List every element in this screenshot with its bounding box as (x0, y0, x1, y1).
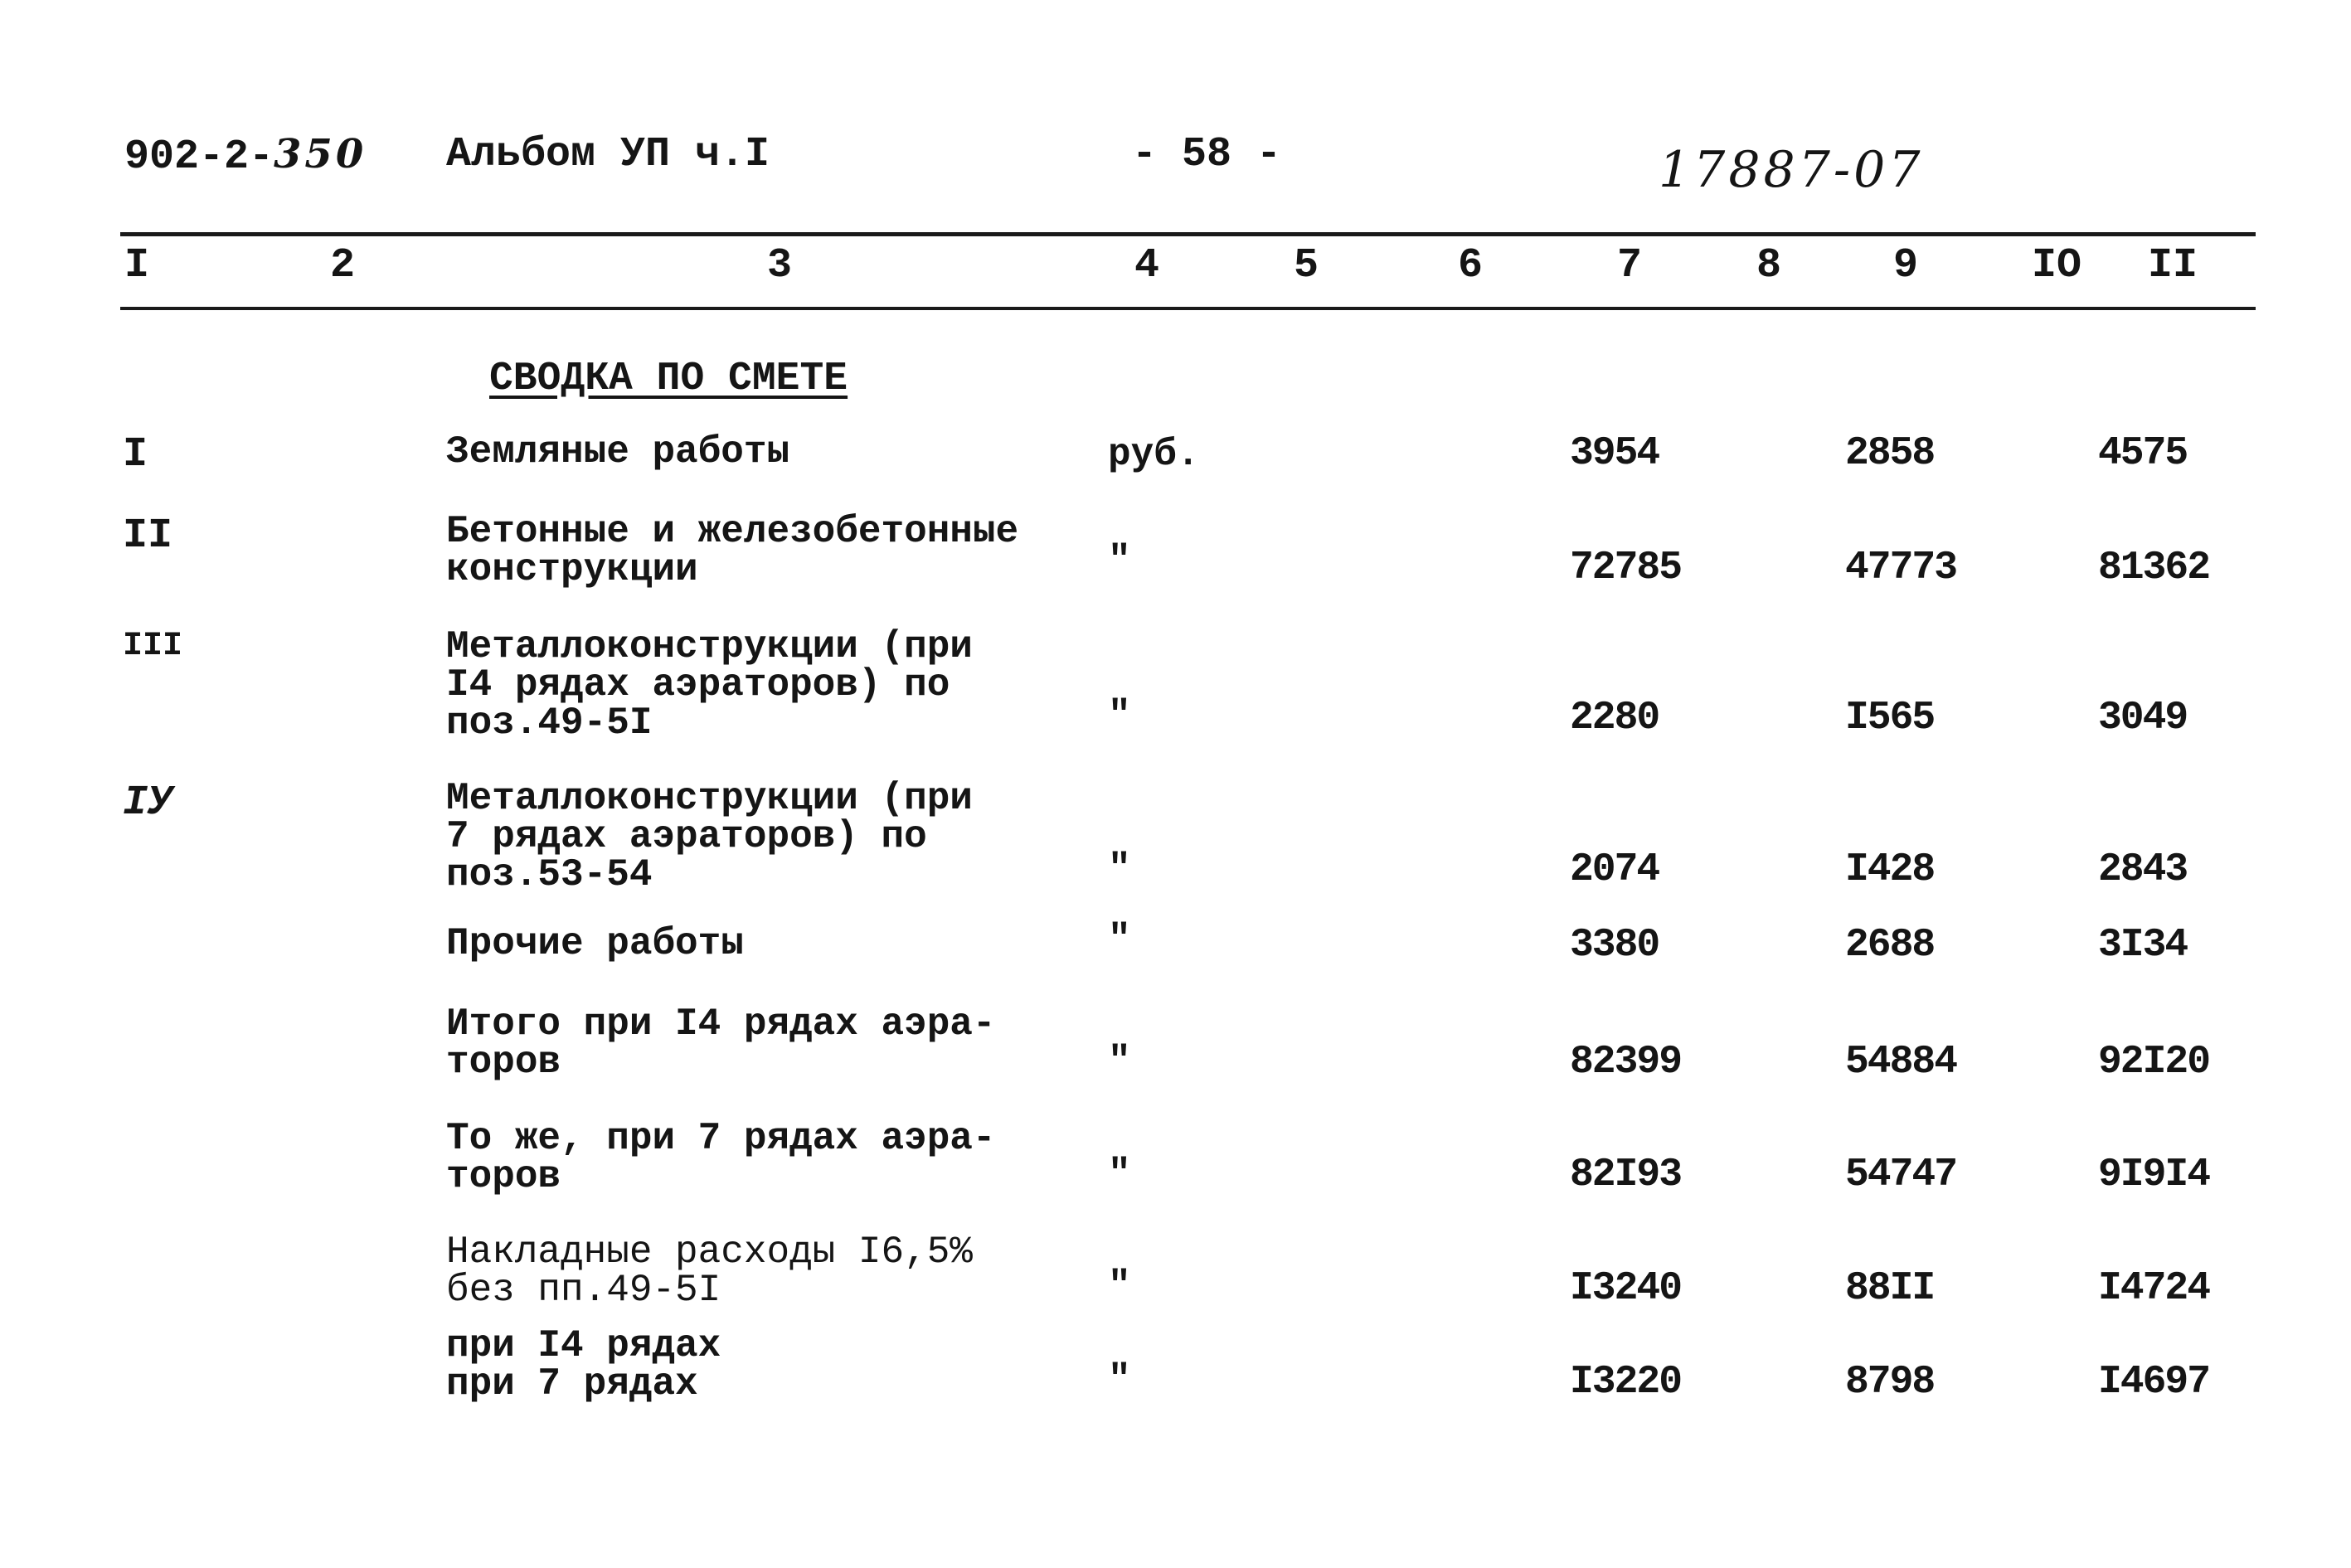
row-value-col11: 4575 (2098, 431, 2188, 476)
column-number-10: IO (2031, 242, 2082, 289)
column-number-9: 9 (1892, 242, 1919, 289)
row-value-col7: 2074 (1570, 847, 1659, 892)
row-value-col11: 2843 (2098, 847, 2188, 892)
row-unit: " (1108, 1265, 1131, 1308)
row-description: То же, при 7 рядах аэра- торов (446, 1117, 996, 1198)
row-number: I (123, 431, 148, 478)
row-value-col11: 3I34 (2098, 923, 2188, 968)
row-unit: " (1108, 694, 1131, 737)
row-value-col9: 88II (1845, 1266, 1935, 1311)
row-value-col11: I4724 (2098, 1266, 2210, 1311)
column-number-3: 3 (766, 242, 793, 289)
column-number-8: 8 (1756, 242, 1782, 289)
row-description: Бетонные и железобетонные конструкции (446, 510, 1019, 591)
row-unit: " (1108, 539, 1131, 582)
row-unit: " (1108, 1153, 1131, 1196)
row-description: при I4 рядах при 7 рядах (446, 1324, 721, 1405)
row-value-col9: I565 (1845, 696, 1935, 740)
row-description: Итого при I4 рядах аэра- торов (446, 1002, 996, 1084)
row-unit: " (1108, 847, 1131, 891)
row-value-col7: 3380 (1570, 923, 1659, 968)
row-value-col7: 2280 (1570, 696, 1659, 740)
row-unit: " (1108, 918, 1131, 961)
row-value-col9: I428 (1845, 847, 1935, 892)
row-number: IУ (123, 779, 173, 827)
row-description: Металлоконструкции (при 7 рядах аэраторов) по поз.53-54 (446, 777, 973, 896)
column-number-2: 2 (329, 242, 356, 289)
page-number: - 58 - (1132, 131, 1282, 178)
row-value-col11: 81362 (2098, 546, 2210, 590)
row-unit: руб. (1108, 433, 1200, 476)
section-title: СВОДКА ПО СМЕТЕ (489, 357, 848, 401)
row-value-col7: I3220 (1570, 1360, 1682, 1405)
column-number-6: 6 (1457, 242, 1484, 289)
row-description: Накладные расходы I6,5% без пп.49-5I (446, 1231, 973, 1312)
album-label: Альбом УП ч.I (446, 131, 770, 178)
column-number-4: 4 (1134, 242, 1160, 289)
row-value-col9: 47773 (1845, 546, 1957, 590)
row-value-col9: 8798 (1845, 1360, 1935, 1405)
row-description: Прочие работы (446, 922, 744, 965)
row-value-col9: 54884 (1845, 1040, 1957, 1085)
row-number: III (123, 628, 183, 665)
row-description: Земляные работы (446, 430, 790, 473)
row-value-col7: 3954 (1570, 431, 1659, 476)
row-value-col11: 9I9I4 (2098, 1153, 2210, 1197)
doc-code-handwritten: 350 (274, 131, 367, 177)
row-value-col7: 82399 (1570, 1040, 1682, 1085)
row-value-col9: 54747 (1845, 1153, 1957, 1197)
doc-code-print: 902-2- (124, 133, 274, 181)
top-rule (120, 232, 2256, 236)
row-number: II (123, 512, 173, 560)
row-value-col7: I3240 (1570, 1266, 1682, 1311)
column-number-7: 7 (1616, 242, 1643, 289)
column-number-5: 5 (1293, 242, 1319, 289)
row-value-col7: 82I93 (1570, 1153, 1682, 1197)
row-unit: " (1108, 1358, 1131, 1401)
doc-code (124, 131, 367, 181)
header-bottom-rule (120, 307, 2256, 310)
row-value-col9: 2688 (1845, 923, 1935, 968)
row-value-col11: 92I20 (2098, 1040, 2210, 1085)
column-number-11: II (2147, 242, 2198, 289)
doc-number-handwritten: 17887-07 (1659, 141, 1924, 199)
row-description: Металлоконструкции (при I4 рядах аэраторов) по поз.49-5I (446, 625, 973, 745)
column-number-1: I (124, 242, 150, 289)
row-value-col7: 72785 (1570, 546, 1682, 590)
row-value-col11: 3049 (2098, 696, 2188, 740)
row-value-col9: 2858 (1845, 431, 1935, 476)
row-value-col11: I4697 (2098, 1360, 2210, 1405)
row-unit: " (1108, 1040, 1131, 1083)
